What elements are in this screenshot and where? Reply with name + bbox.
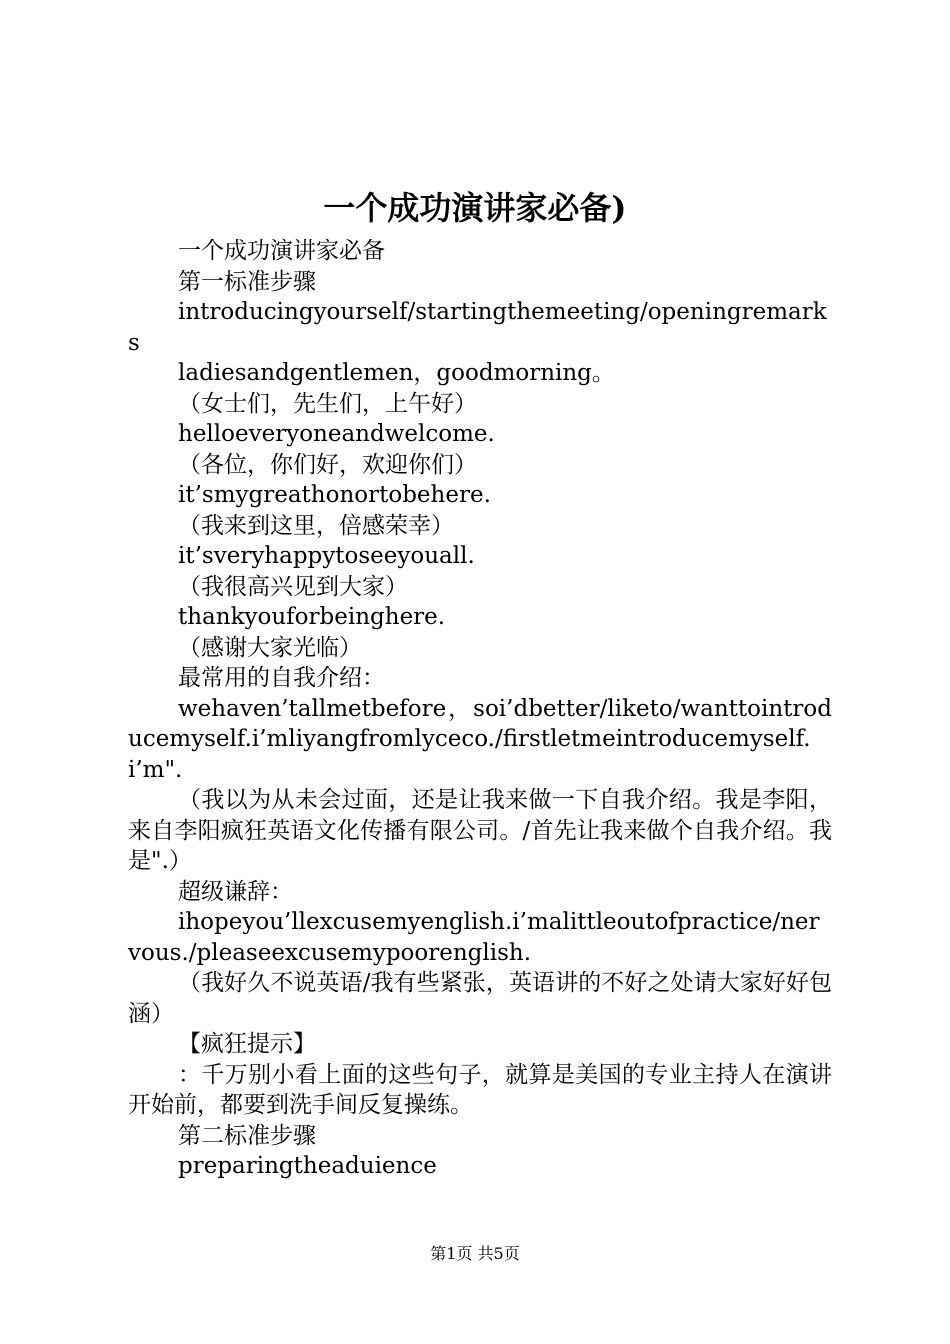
document-title: 一个成功演讲家必备): [323, 189, 627, 227]
paragraph: （女士们，先生们，上午好）: [178, 390, 477, 417]
paragraph: preparingtheaduience: [178, 1153, 437, 1179]
document-body: [128, 236, 832, 1182]
paragraph: it’sveryhappytoseeyouall.: [178, 543, 475, 569]
paragraph: 一个成功演讲家必备: [178, 238, 385, 264]
section-heading-step-one: 第一标准步骤: [178, 268, 316, 295]
paragraph: introducingyourself/startingthemeeting/openingremarks: [128, 299, 827, 356]
paragraph: wehaven’tallmetbefore，soi’dbetter/liketo/wanttointroducemyself.i’mliyangfromlyceco./firstletmeintroducemyself.i’m".: [128, 695, 832, 783]
paragraph: 超级谦辞：: [178, 878, 293, 905]
paragraph: 【疯狂提示】: [178, 1031, 316, 1057]
paragraph: （我来到这里，倍感荣幸）: [178, 512, 454, 539]
paragraph: （感谢大家光临）: [178, 634, 362, 661]
paragraph: thankyouforbeinghere.: [178, 604, 446, 630]
paragraph: （我很高兴见到大家）: [178, 573, 408, 600]
paragraph: ladiesandgentlemen，goodmorning。: [178, 360, 615, 386]
paragraph: helloeveryoneandwelcome.: [178, 421, 495, 447]
paragraph: ：千万别小看上面的这些句子，就算是美国的专业主持人在演讲开始前，都要到洗手间反复操练。: [128, 1061, 832, 1118]
paragraph: （我好久不说英语/我有些紧张，英语讲的不好之处请大家好好包涵）: [128, 970, 832, 1027]
page-footer: 第1页 共5页: [430, 1244, 520, 1263]
paragraph: ihopeyou’llexcusemyenglish.i’malittleoutofpractice/nervous./pleaseexcusemypoorenglish.: [128, 909, 820, 966]
paragraph: （我以为从未会过面，还是让我来做一下自我介绍。我是李阳，来自李阳疯狂英语文化传播有限公司。/首先让我来做个自我介绍。我是".）: [128, 787, 832, 874]
paragraph: （各位，你们好，欢迎你们）: [178, 451, 477, 478]
paragraph: 最常用的自我介绍：: [178, 665, 385, 691]
section-heading-step-two: 第二标准步骤: [178, 1122, 316, 1149]
paragraph: it’smygreathonortobehere.: [178, 482, 491, 508]
